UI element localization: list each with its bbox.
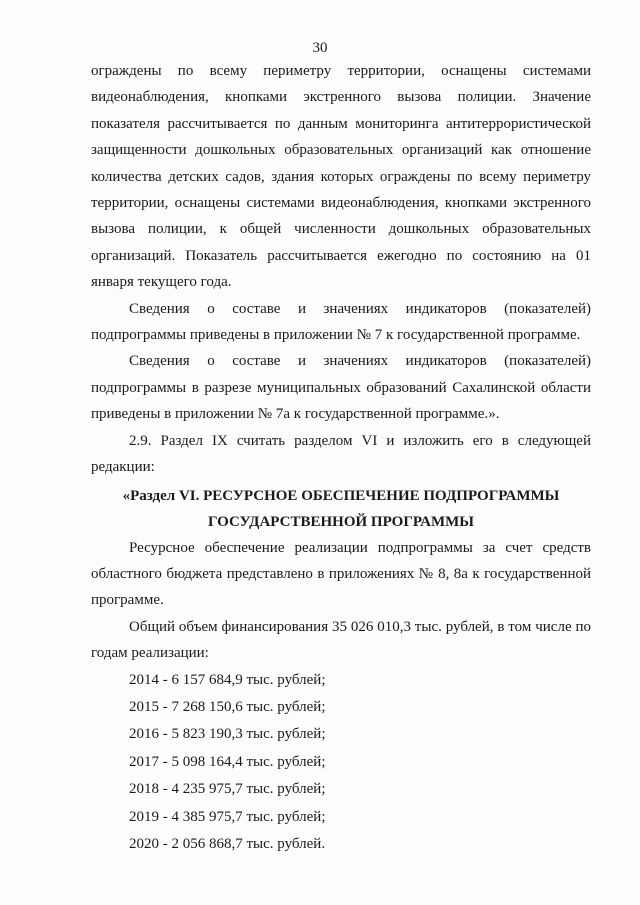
paragraph-indicator-description: ограждены по всему периметру территории, оснащены системами видеонаблюдения, кнопками экстренного вызова полиции. Значение показателя рассчитывается по данным мониторинга антитеррористической защищенности дошкольных образовательных организаций как отношение количества детских садов, здания которых ограждены по всему периметру территории, оснащены системами видеонаблюдения, кнопками экстренного вызова полиции, к общей численности дошкольных образовательных организаций. Показатель рассчитывается ежегодно по состоянию на 01 января текущего года. — [91, 63, 591, 291]
section-heading-line-2: ГОСУДАРСТВЕННОЙ ПРОГРАММЫ — [208, 513, 474, 530]
list-item-2018: 2018 - 4 235 975,7 тыс. рублей; — [129, 781, 326, 798]
section-heading-line-1: «Раздел VI. РЕСУРСНОЕ ОБЕСПЕЧЕНИЕ ПОДПРОГРАММЫ — [122, 487, 560, 504]
paragraph-indicators-appendix-7a: Сведения о составе и значениях индикаторов (показателей) подпрограммы в разрезе муниципальных образований Сахалинской области приведены в приложении № 7а к государственной программе.». — [91, 353, 591, 423]
paragraph-resource-provision: Ресурсное обеспечение реализации подпрограммы за счет средств областного бюджета представлено в приложениях № 8, 8а к государственной программе. — [91, 539, 591, 609]
list-item-2016: 2016 - 5 823 190,3 тыс. рублей; — [129, 726, 326, 743]
list-item-2019: 2019 - 4 385 975,7 тыс. рублей; — [129, 808, 326, 825]
paragraph-total-funding: Общий объем финансирования 35 026 010,3 тыс. рублей, в том числе по годам реализации: — [91, 618, 591, 662]
page-number: 30 — [312, 40, 328, 56]
funding-by-year-list — [91, 667, 591, 859]
list-item-2020: 2020 - 2 056 868,7 тыс. рублей. — [129, 835, 326, 852]
document-body — [91, 58, 591, 858]
paragraph-section-amendment: 2.9. Раздел IX считать разделом VI и изложить его в следующей редакции: — [91, 432, 591, 476]
list-item-2017: 2017 - 5 098 164,4 тыс. рублей; — [129, 753, 326, 770]
paragraph-indicators-appendix-7: Сведения о составе и значениях индикаторов (показателей) подпрограммы приведены в приложении № 7 к государственной программе. — [91, 300, 591, 344]
list-item-2015: 2015 - 7 268 150,6 тыс. рублей; — [129, 698, 326, 715]
list-item-2014: 2014 - 6 157 684,9 тыс. рублей; — [129, 671, 326, 688]
section-heading — [91, 481, 591, 535]
